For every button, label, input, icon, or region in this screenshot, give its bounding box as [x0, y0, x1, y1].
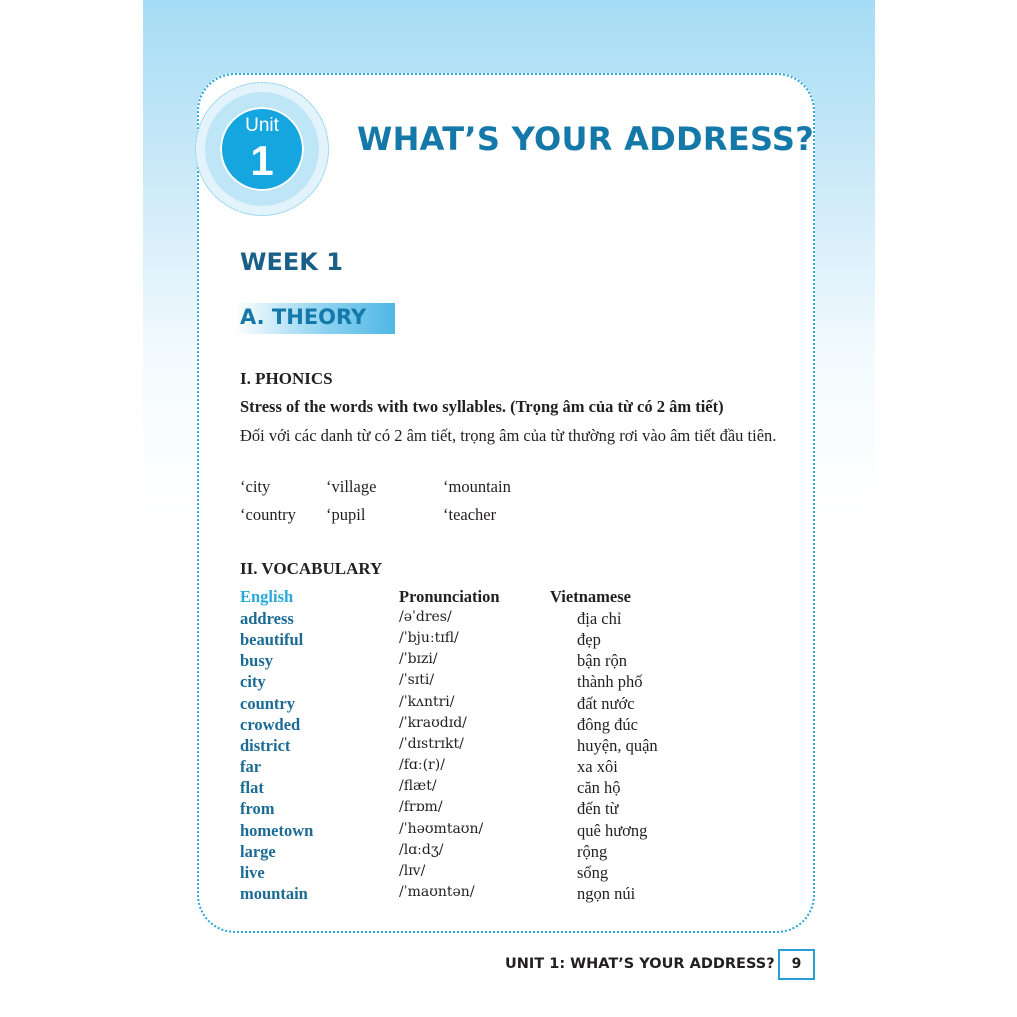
- vocab-pronunciation: /ˈbjuːtɪfl/: [399, 630, 459, 647]
- vocab-pronunciation: /ˈmaʊntən/: [399, 883, 475, 900]
- vocab-pronunciation: /flæt/: [399, 778, 437, 795]
- vocab-english: mountain: [240, 883, 308, 903]
- vocab-english: district: [240, 735, 291, 755]
- example-word: ‘pupil: [326, 505, 366, 524]
- unit-label: Unit: [245, 115, 279, 136]
- vocabulary-row: [0, 672, 1017, 693]
- vocab-pronunciation: /fɑː(r)/: [399, 757, 445, 774]
- vocabulary-row: [0, 842, 1017, 863]
- vocab-english: busy: [240, 651, 274, 671]
- vocabulary-row: [0, 799, 1017, 820]
- week-heading: WEEK 1: [240, 248, 343, 276]
- example-word: ‘village: [326, 477, 377, 496]
- vocabulary-row: [0, 736, 1017, 757]
- vocab-vietnamese: xa xôi: [577, 757, 618, 777]
- vocab-english: live: [240, 862, 265, 882]
- vocabulary-row: [0, 821, 1017, 842]
- phonics-rule-text: Đối với các danh từ có 2 âm tiết, trọng âm của từ thường rơi vào âm tiết đầu tiên.: [240, 426, 777, 445]
- vocab-vietnamese: thành phố: [577, 672, 643, 692]
- vocab-pronunciation: /ˈkʌntri/: [399, 693, 455, 710]
- example-word: ‘mountain: [443, 477, 511, 496]
- vocabulary-row: [0, 609, 1017, 630]
- example-word: ‘city: [240, 477, 271, 496]
- vocab-english: large: [240, 841, 276, 861]
- phonics-rule-title: Stress of the words with two syllables. (Trọng âm của từ có 2 âm tiết): [240, 397, 724, 416]
- vocab-pronunciation: /lɑːdʒ/: [399, 841, 444, 858]
- phonics-heading: I. PHONICS: [240, 369, 333, 388]
- vocab-vietnamese: đến từ: [577, 799, 619, 819]
- vocab-pronunciation: /ˈhəʊmtaʊn/: [399, 820, 484, 837]
- vocab-pronunciation: /ˈdɪstrɪkt/: [399, 735, 464, 752]
- page-number: 9: [778, 949, 815, 980]
- vocab-vietnamese: đẹp: [577, 630, 601, 650]
- vocabulary-row: [0, 778, 1017, 799]
- vocab-pronunciation: /ˈsɪti/: [399, 672, 435, 689]
- vocabulary-row: [0, 863, 1017, 884]
- vocab-english: crowded: [240, 714, 301, 734]
- vocab-english: far: [240, 757, 262, 777]
- column-header-pronunciation: Pronunciation: [399, 587, 500, 606]
- vocab-english: beautiful: [240, 630, 304, 650]
- column-header-english: English: [240, 587, 294, 606]
- vocab-english: flat: [240, 778, 264, 798]
- vocab-vietnamese: đất nước: [577, 693, 635, 713]
- unit-badge: [220, 107, 304, 191]
- vocabulary-heading: II. VOCABULARY: [240, 559, 383, 578]
- example-word: ‘teacher: [443, 505, 497, 524]
- unit-title: WHAT’S YOUR ADDRESS?: [357, 120, 815, 158]
- vocab-english: address: [240, 609, 294, 628]
- vocab-vietnamese: địa chỉ: [577, 609, 622, 628]
- vocab-english: hometown: [240, 820, 314, 840]
- vocabulary-row: [0, 757, 1017, 778]
- footer-title: UNIT 1: WHAT’S YOUR ADDRESS?: [505, 956, 775, 972]
- vocabulary-row: [0, 884, 1017, 905]
- vocab-vietnamese: bận rộn: [577, 651, 627, 671]
- vocab-pronunciation: /ˈkraʊdɪd/: [399, 714, 467, 731]
- example-word: ‘country: [240, 505, 296, 524]
- vocab-vietnamese: đông đúc: [577, 714, 638, 734]
- vocabulary-row: [0, 715, 1017, 736]
- vocab-pronunciation: /lɪv/: [399, 862, 426, 879]
- vocab-vietnamese: sống: [577, 862, 609, 882]
- vocab-pronunciation: /əˈdres/: [399, 609, 452, 625]
- vocab-vietnamese: rộng: [577, 841, 608, 861]
- vocab-english: from: [240, 799, 275, 819]
- vocab-english: city: [240, 672, 266, 692]
- vocab-pronunciation: /frɒm/: [399, 799, 443, 816]
- vocab-pronunciation: /ˈbɪzi/: [399, 651, 438, 668]
- vocab-english: country: [240, 693, 295, 713]
- column-header-vietnamese: Vietnamese: [550, 587, 631, 606]
- vocabulary-row: [0, 694, 1017, 715]
- vocab-vietnamese: căn hộ: [577, 778, 621, 798]
- vocab-vietnamese: huyện, quận: [577, 735, 658, 755]
- vocabulary-row: [0, 630, 1017, 651]
- section-heading: A. THEORY: [240, 305, 367, 329]
- vocabulary-row: [0, 651, 1017, 672]
- unit-number: 1: [250, 137, 274, 184]
- vocab-vietnamese: ngọn núi: [577, 883, 636, 903]
- vocab-vietnamese: quê hương: [577, 820, 648, 840]
